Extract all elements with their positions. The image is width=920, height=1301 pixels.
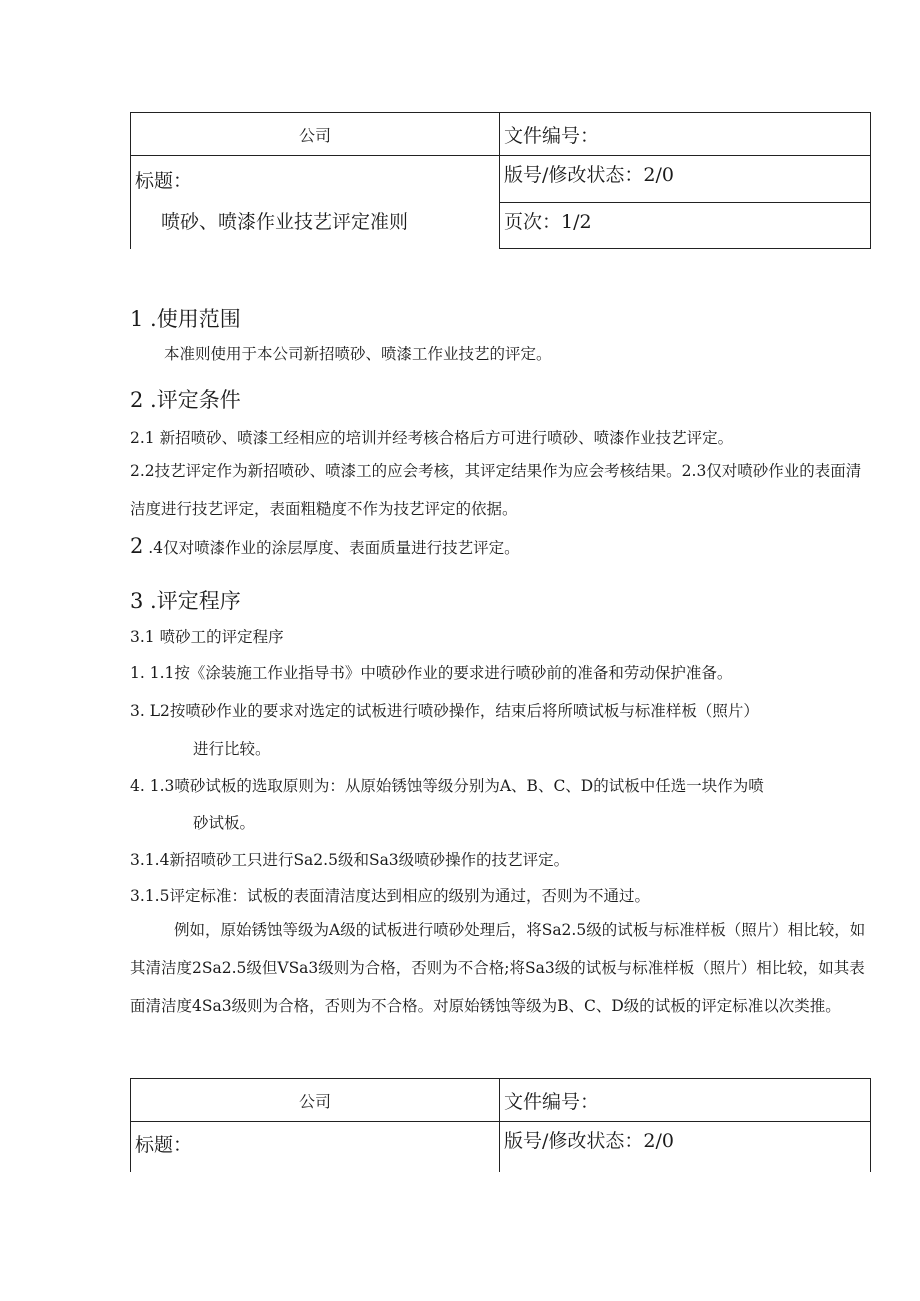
version-cell: 版号/修改状态：2/0 — [500, 1122, 871, 1173]
section-1-heading: 1 .使用范围 — [130, 307, 241, 331]
section-3-1-3-cont: 砂试板。 — [193, 814, 256, 832]
section-3-1-2: 3. L2按喷砂作业的要求对选定的试板进行喷砂操作，结束后将所喷试板与标准样板（照片） — [130, 702, 759, 720]
example-paragraph: 例如，原始锈蚀等级为A级的试板进行喷砂处理后，将Sa2.5级的试板与标准样板（照片）相比较，如其清洁度2Sa2.5级但VSa3级则为合格，否则为不合格;将Sa3级的试板与标准样板（照片）相比较，如其表面清洁度4Sa3级则为合格，否则为不合格。对原始锈蚀等级为B、C、D级的试板的评定标准以次类推。 — [130, 921, 866, 1015]
doc-number-cell: 文件编号： — [500, 1079, 871, 1122]
title-label: 标题： — [135, 170, 193, 192]
document-header-table — [130, 112, 871, 249]
section-2-4-text: .4仅对喷漆作业的涂层厚度、表面质量进行技艺评定。 — [143, 539, 520, 557]
section-3-1-5: 3.1.5评定标准：试板的表面清洁度达到相应的级别为通过，否则为不通过。 — [130, 887, 650, 905]
section-3-1-1: 1. 1.1按《涂装施工作业指导书》中喷砂作业的要求进行喷砂前的准备和劳动保护准备。 — [130, 664, 733, 682]
company-cell: 公司 — [131, 1079, 500, 1122]
section-2-2: 2.2技艺评定作为新招喷砂、喷漆工的应会考核，其评定结果作为应会考核结果。2.3仅对喷砂作业的表面清洁度进行技艺评定，表面粗糙度不作为技艺评定的依据。 — [130, 462, 862, 518]
section-3-heading: 3 .评定程序 — [130, 589, 241, 613]
title-label: 标题： — [131, 1122, 500, 1173]
section-3-1-3: 4. 1.3喷砂试板的选取原则为：从原始锈蚀等级分别为A、B、C、D的试板中任选一块作为喷 — [130, 777, 764, 795]
company-cell: 公司 — [131, 113, 500, 156]
section-2-1: 2.1 新招喷砂、喷漆工经相应的培训并经考核合格后方可进行喷砂、喷漆作业技艺评定。 — [130, 429, 734, 447]
section-3-1-2-cont: 进行比较。 — [193, 740, 271, 758]
page-cell: 页次：1/2 — [500, 203, 871, 249]
doc-number-cell: 文件编号： — [500, 113, 871, 156]
title-cell — [131, 156, 500, 249]
version-cell: 版号/修改状态：2/0 — [500, 156, 871, 203]
document-header-table-page2 — [130, 1078, 871, 1172]
section-2-4-number: 2 — [130, 534, 144, 558]
section-1-text: 本准则使用于本公司新招喷砂、喷漆工作业技艺的评定。 — [164, 345, 552, 363]
section-3-1-4: 3.1.4新招喷砂工只进行Sa2.5级和Sa3级喷砂操作的技艺评定。 — [130, 851, 570, 869]
section-2-heading: 2 .评定条件 — [130, 388, 241, 412]
document-title: 喷砂、喷漆作业技艺评定准则 — [161, 211, 409, 233]
section-2-4 — [130, 534, 875, 558]
section-3-1: 3.1 喷砂工的评定程序 — [130, 628, 284, 646]
